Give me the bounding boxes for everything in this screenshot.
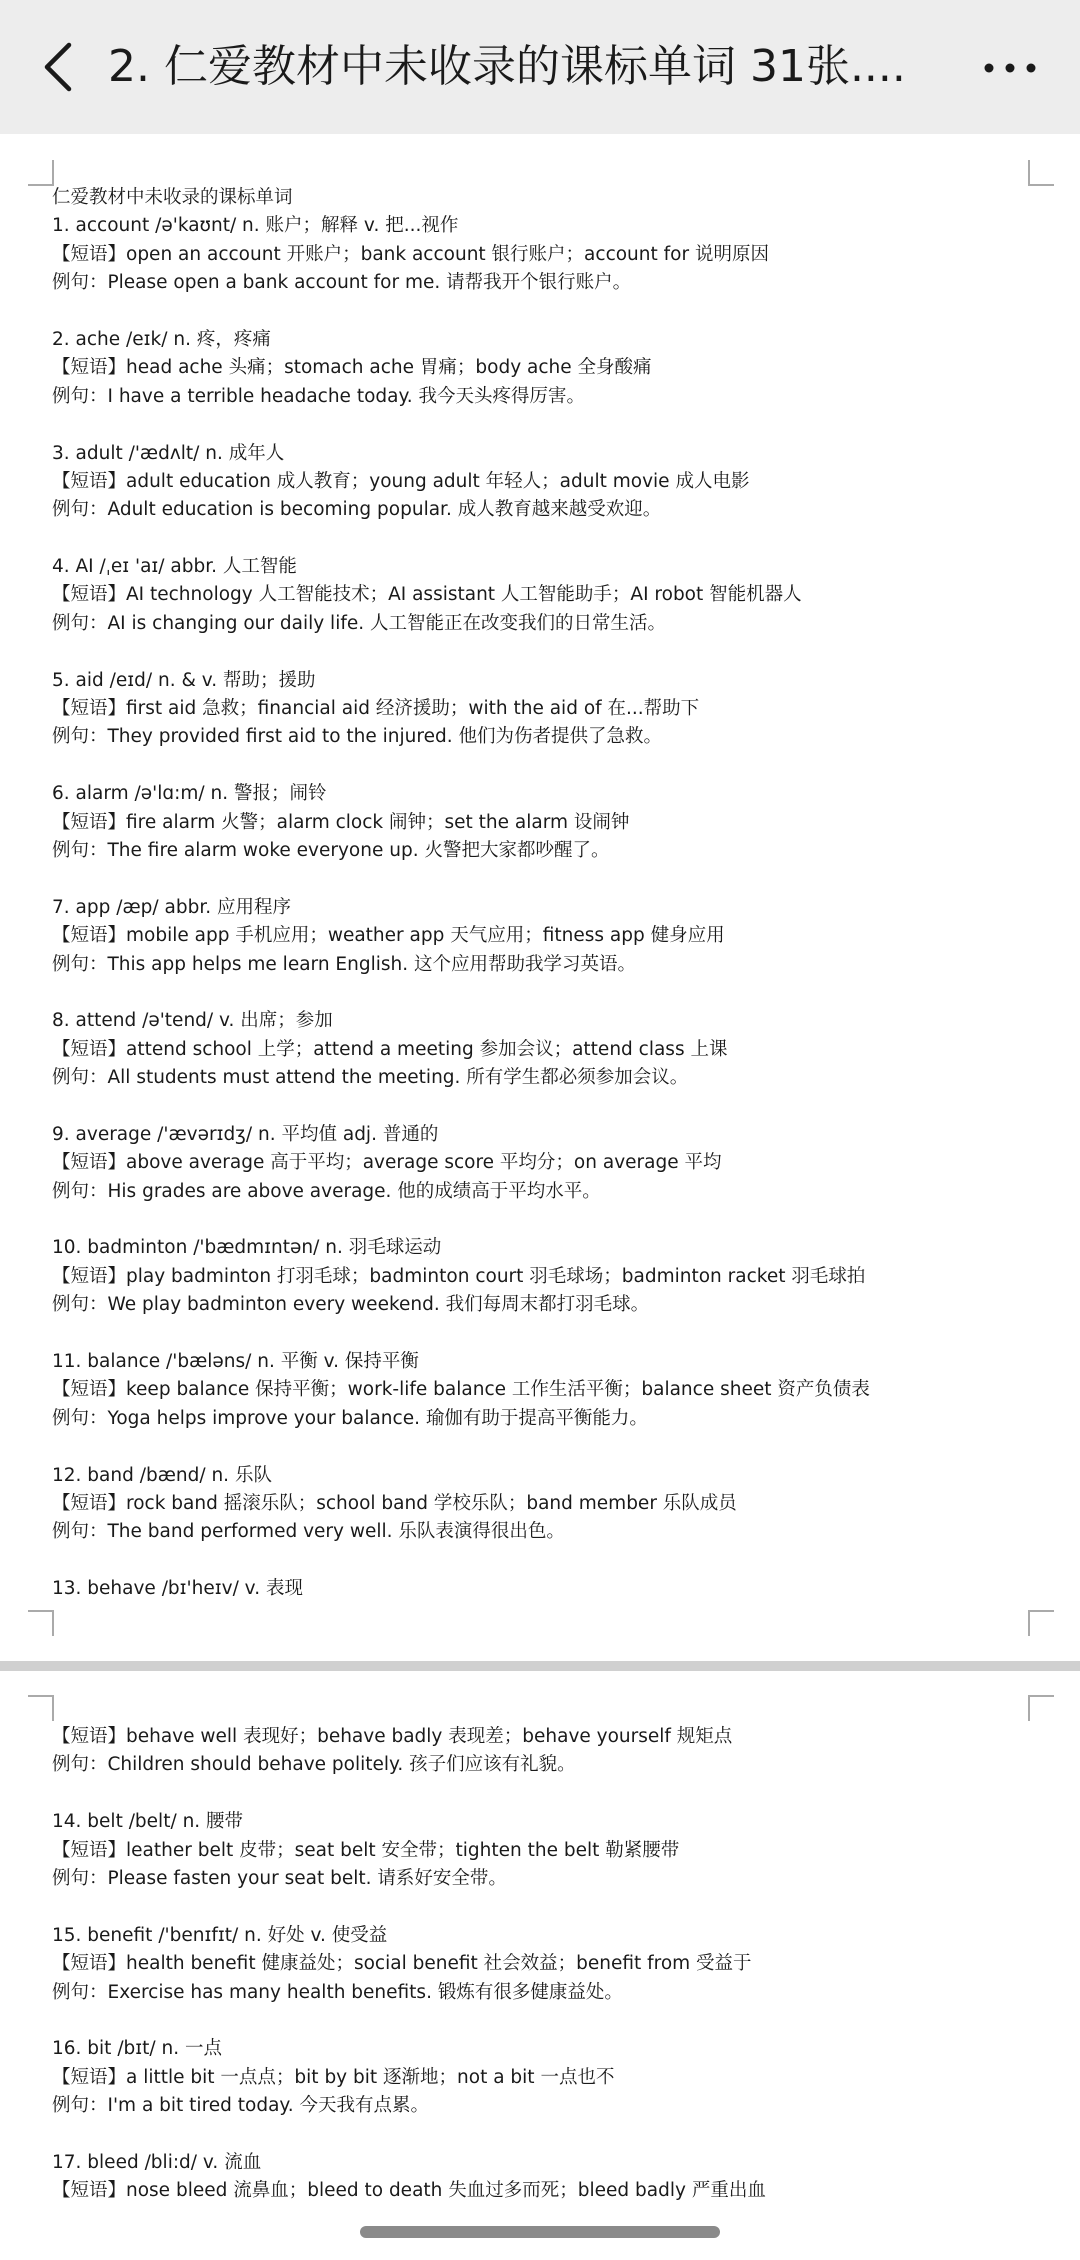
entry-example: 例句：The band performed very well. 乐队表演得很出色。 bbox=[52, 1521, 565, 1543]
entry-phrases: 【短语】mobile app 手机应用；weather app 天气应用；fitness app 健身应用 bbox=[52, 925, 725, 947]
blank-line bbox=[52, 1206, 1052, 1234]
entry-head: 2. ache /eɪk/ n. 疼，疼痛 bbox=[52, 328, 271, 350]
more-button[interactable] bbox=[970, 40, 1050, 96]
document-title: 2. 仁爱教材中未收录的课标单词 31张.... bbox=[108, 41, 906, 92]
entry-example: 例句：Exercise has many health benefits. 锻炼有很多健康益处。 bbox=[52, 1981, 623, 2003]
entry-phrases: 【短语】open an account 开账户；bank account 银行账户；account for 说明原因 bbox=[52, 243, 769, 265]
more-horizontal-icon bbox=[983, 62, 1037, 74]
entry-phrases: 【短语】first aid 急救；financial aid 经济援助；with the aid of 在...帮助下 bbox=[52, 698, 700, 720]
entry-head: 10. badminton /'bædmɪntən/ n. 羽毛球运动 bbox=[52, 1237, 442, 1259]
entry-head: 11. balance /'bæləns/ n. 平衡 v. 保持平衡 bbox=[52, 1351, 419, 1373]
entry-head: 9. average /'ævərɪdʒ/ n. 平均值 adj. 普通的 bbox=[52, 1123, 439, 1145]
blank-line bbox=[52, 1320, 1052, 1348]
entry-head: 5. aid /eɪd/ n. & v. 帮助；援助 bbox=[52, 669, 316, 691]
entry-example: 例句：I'm a bit tired today. 今天我有点累。 bbox=[52, 2095, 430, 2117]
entry-phrases: 【短语】attend school 上学；attend a meeting 参加会议；attend class 上课 bbox=[52, 1038, 728, 1060]
document-page-1[interactable] bbox=[0, 134, 1080, 1661]
blank-line bbox=[52, 979, 1052, 1007]
page-corner-mark bbox=[28, 1610, 54, 1636]
entry-head: 14. belt /belt/ n. 腰带 bbox=[52, 1811, 244, 1833]
blank-line bbox=[52, 1547, 1052, 1575]
entry-phrases: 【短语】a little bit 一点点；bit by bit 逐渐地；not a bit 一点也不 bbox=[52, 2066, 615, 2088]
page-1-text bbox=[52, 184, 1052, 1604]
entry-head: 17. bleed /bli:d/ v. 流血 bbox=[52, 2151, 262, 2173]
entry-phrases: 【短语】head ache 头痛；stomach ache 胃痛；body ache 全身酸痛 bbox=[52, 357, 652, 379]
entry-phrases: 【短语】nose bleed 流鼻血；bleed to death 失血过多而死；bleed badly 严重出血 bbox=[52, 2180, 766, 2202]
blank-line bbox=[52, 752, 1052, 780]
page-separator bbox=[0, 1661, 1080, 1671]
entry-example: 例句：I have a terrible headache today. 我今天头疼得厉害。 bbox=[52, 385, 586, 407]
entry-head: 8. attend /ə'tend/ v. 出席；参加 bbox=[52, 1010, 333, 1032]
entry-phrases: 【短语】above average 高于平均；average score 平均分；on average 平均 bbox=[52, 1152, 722, 1174]
entry-example: 例句：Children should behave politely. 孩子们应该有礼貌。 bbox=[52, 1754, 576, 1776]
entry-head: 7. app /æp/ abbr. 应用程序 bbox=[52, 896, 291, 918]
entry-head: 3. adult /'ædʌlt/ n. 成年人 bbox=[52, 442, 285, 464]
back-button[interactable] bbox=[28, 34, 88, 100]
entry-phrases: 【短语】fire alarm 火警；alarm clock 闹钟；set the alarm 设闹钟 bbox=[52, 811, 630, 833]
blank-line bbox=[52, 1093, 1052, 1121]
entry-example: 例句：This app helps me learn English. 这个应用帮助我学习英语。 bbox=[52, 953, 636, 975]
entry-example: 例句：All students must attend the meeting. 所有学生都必须参加会议。 bbox=[52, 1067, 689, 1089]
page-corner-mark bbox=[1028, 1610, 1054, 1636]
blank-line bbox=[52, 638, 1052, 666]
blank-line bbox=[52, 1780, 1052, 1808]
entry-phrases: 【短语】keep balance 保持平衡；work-life balance 工作生活平衡；balance sheet 资产负债表 bbox=[52, 1379, 870, 1401]
entry-phrases: 【短语】behave well 表现好；behave badly 表现差；behave yourself 规矩点 bbox=[52, 1726, 733, 1747]
entry-example: 例句：Please fasten your seat belt. 请系好安全带。 bbox=[52, 1867, 507, 1889]
entry-example: 例句：The fire alarm woke everyone up. 火警把大家都吵醒了。 bbox=[52, 839, 610, 861]
blank-line bbox=[52, 2120, 1052, 2148]
entry-example: 例句：Please open a bank account for me. 请帮我开个银行账户。 bbox=[52, 272, 632, 294]
entry-head: 13. behave /bɪ'heɪv/ v. 表现 bbox=[52, 1578, 303, 1600]
entry-example: 例句：His grades are above average. 他的成绩高于平均水平。 bbox=[52, 1180, 601, 1202]
page-corner-mark bbox=[1028, 1695, 1054, 1721]
entry-phrases: 【短语】AI technology 人工智能技术；AI assistant 人工智能助手；AI robot 智能机器人 bbox=[52, 584, 802, 606]
scroll-indicator[interactable] bbox=[360, 2226, 720, 2238]
entry-example: 例句：Adult education is becoming popular. 成人教育越来越受欢迎。 bbox=[52, 499, 662, 521]
blank-line bbox=[52, 411, 1052, 439]
entry-example: 例句：They provided first aid to the injured. 他们为伤者提供了急救。 bbox=[52, 726, 662, 748]
blank-line bbox=[52, 298, 1052, 326]
entry-head: 1. account /ə'kaʊnt/ n. 账户；解释 v. 把...视作 bbox=[52, 215, 459, 237]
entry-head: 12. band /bænd/ n. 乐队 bbox=[52, 1464, 272, 1486]
top-bar bbox=[0, 0, 1080, 134]
blank-line bbox=[52, 1893, 1052, 1921]
page-corner-mark bbox=[28, 1695, 54, 1721]
doc-heading: 仁爱教材中未收录的课标单词 bbox=[52, 187, 293, 208]
blank-line bbox=[52, 525, 1052, 553]
entry-phrases: 【短语】leather belt 皮带；seat belt 安全带；tighten the belt 勒紧腰带 bbox=[52, 1839, 680, 1861]
page-2-text bbox=[52, 1723, 1052, 2206]
entry-example: 例句：Yoga helps improve your balance. 瑜伽有助于提高平衡能力。 bbox=[52, 1407, 648, 1429]
entry-phrases: 【短语】play badminton 打羽毛球；badminton court 羽毛球场；badminton racket 羽毛球拍 bbox=[52, 1265, 866, 1287]
blank-line bbox=[52, 865, 1052, 893]
entry-phrases: 【短语】rock band 摇滚乐队；school band 学校乐队；band member 乐队成员 bbox=[52, 1492, 737, 1514]
entry-head: 16. bit /bɪt/ n. 一点 bbox=[52, 2038, 223, 2060]
blank-line bbox=[52, 2007, 1052, 2035]
document-page-2[interactable] bbox=[0, 1671, 1080, 2260]
page-corner-mark bbox=[1028, 160, 1054, 186]
blank-line bbox=[52, 1433, 1052, 1461]
entry-head: 15. benefit /'benɪfɪt/ n. 好处 v. 使受益 bbox=[52, 1924, 388, 1946]
entry-example: 例句：AI is changing our daily life. 人工智能正在改变我们的日常生活。 bbox=[52, 612, 666, 634]
chevron-left-icon bbox=[41, 39, 75, 95]
entry-head: 4. AI /ˌeɪ 'aɪ/ abbr. 人工智能 bbox=[52, 556, 297, 578]
entry-phrases: 【短语】health benefit 健康益处；social benefit 社会效益；benefit from 受益于 bbox=[52, 1953, 752, 1975]
page-corner-mark bbox=[28, 160, 54, 186]
entry-phrases: 【短语】adult education 成人教育；young adult 年轻人；adult movie 成人电影 bbox=[52, 470, 750, 492]
entry-example: 例句：We play badminton every weekend. 我们每周末都打羽毛球。 bbox=[52, 1294, 650, 1316]
entry-head: 6. alarm /ə'lɑ:m/ n. 警报；闹铃 bbox=[52, 783, 327, 805]
